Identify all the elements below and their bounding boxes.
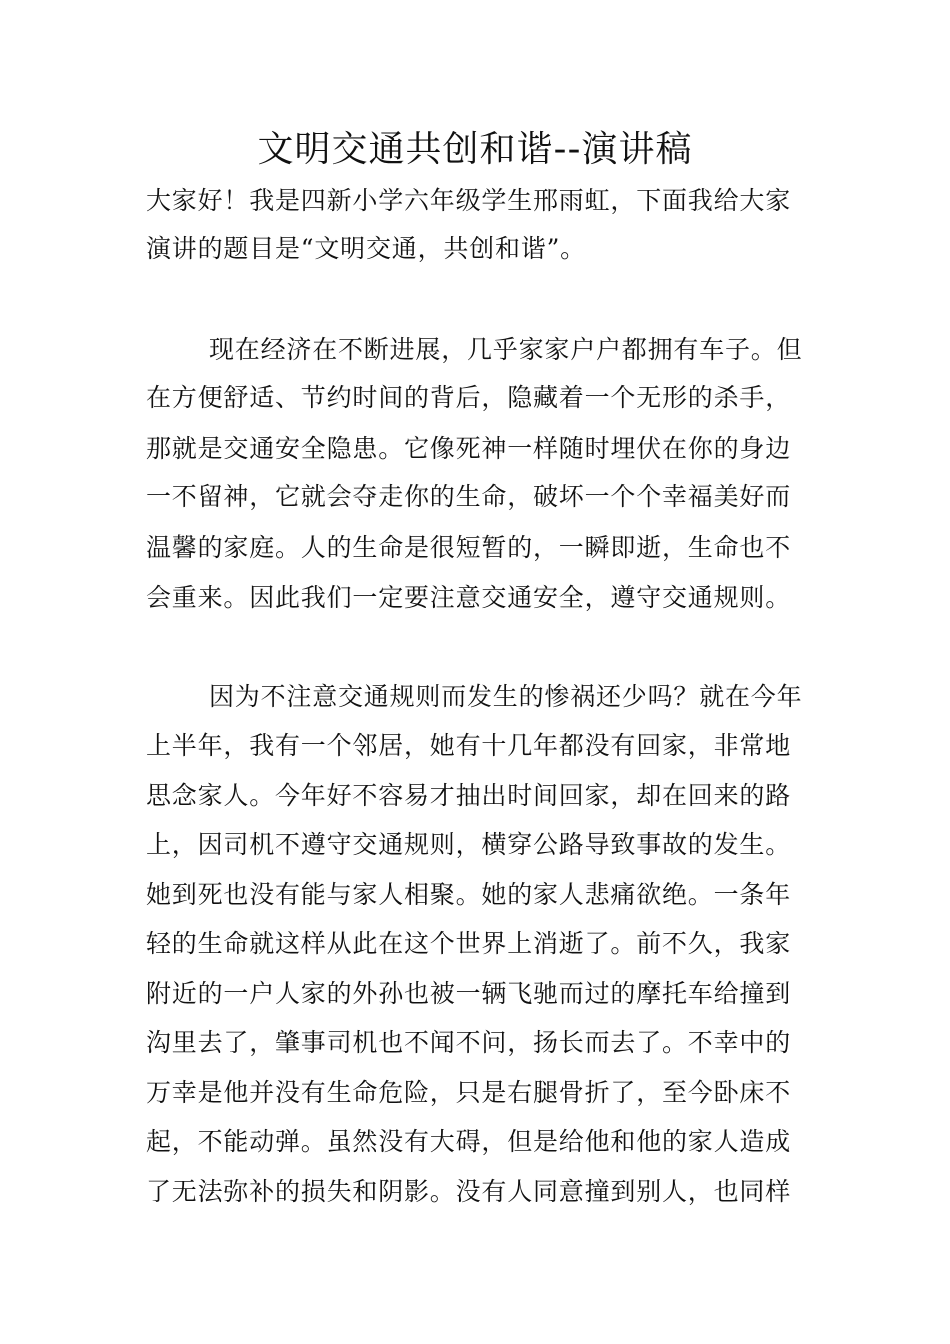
paragraph-2-line-2: 在方便舒适、节约时间的背后，隐藏着一个无形的杀手，	[146, 383, 792, 412]
document-title: 文明交通共创和谐--演讲稿	[257, 129, 693, 170]
paragraph-3-line-2: 上半年，我有一个邻居，她有十几年都没有回家，非常地	[146, 731, 792, 760]
paragraph-1-line-2: 演讲的题目是“文明交通，共创和谐”。	[146, 234, 586, 263]
paragraph-3-line-11: 了无法弥补的损失和阴影。没有人同意撞到别人，也同样	[146, 1177, 792, 1206]
paragraph-2-line-1: 现在经济在不断进展，几乎家家户户都拥有车子。但	[209, 335, 803, 364]
paragraph-3-line-1: 因为不注意交通规则而发生的惨祸还少吗？就在今年	[209, 682, 803, 711]
paragraph-1-line-1: 大家好！我是四新小学六年级学生邢雨虹，下面我给大家	[146, 186, 792, 215]
paragraph-3-line-8: 沟里去了，肇事司机也不闻不问，扬长而去了。不幸中的	[146, 1028, 792, 1057]
paragraph-3-line-5: 她到死也没有能与家人相聚。她的家人悲痛欲绝。一条年	[146, 880, 792, 909]
paragraph-3-line-3: 思念家人。今年好不容易才抽出时间回家，却在回来的路	[146, 781, 792, 810]
paragraph-2-line-6: 会重来。因此我们一定要注意交通安全，遵守交通规则。	[146, 583, 792, 612]
paragraph-3-line-6: 轻的生命就这样从此在这个世界上消逝了。前不久，我家	[146, 929, 792, 958]
paragraph-2-line-4: 一不留神，它就会夺走你的生命，破坏一个个幸福美好而	[146, 482, 792, 511]
paragraph-3-line-10: 起，不能动弹。虽然没有大碍，但是给他和他的家人造成	[146, 1127, 792, 1156]
paragraph-3-line-4: 上，因司机不遵守交通规则，横穿公路导致事故的发生。	[146, 830, 792, 859]
paragraph-2-line-5: 温馨的家庭。人的生命是很短暂的，一瞬即逝，生命也不	[146, 533, 792, 562]
paragraph-3-line-9: 万幸是他并没有生命危险，只是右腿骨折了，至今卧床不	[146, 1078, 792, 1107]
paragraph-3-line-7: 附近的一户人家的外孙也被一辆飞驰而过的摩托车给撞到	[146, 979, 792, 1008]
paragraph-2-line-3: 那就是交通安全隐患。它像死神一样随时埋伏在你的身边	[146, 434, 792, 463]
